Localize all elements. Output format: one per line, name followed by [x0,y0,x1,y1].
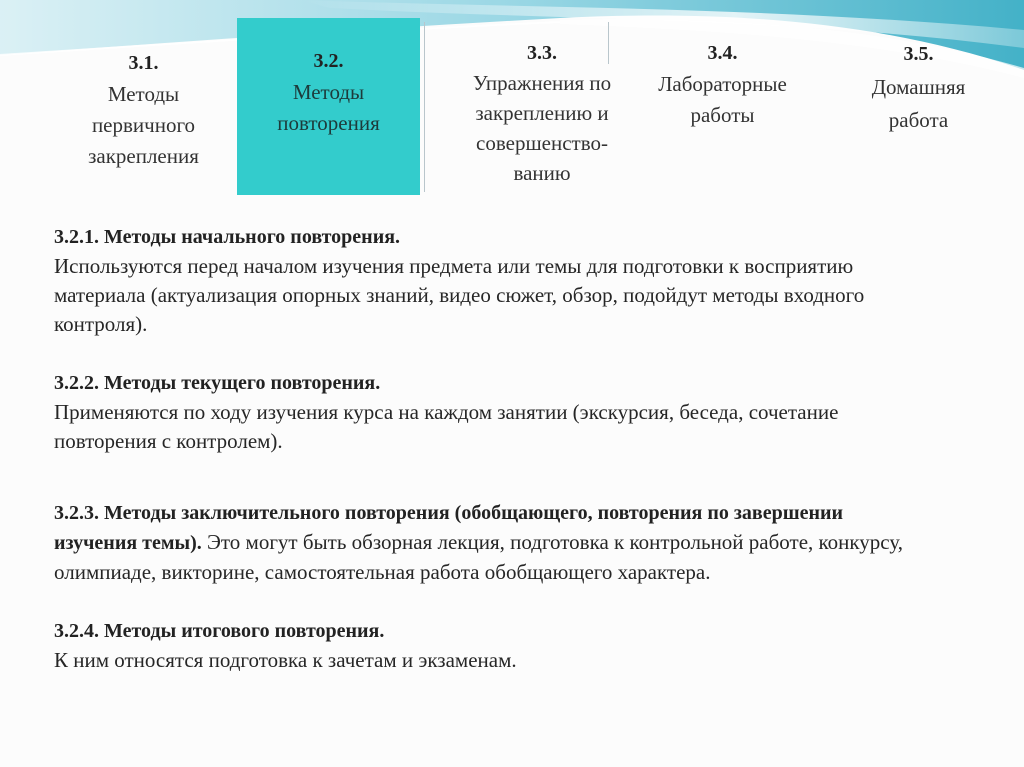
tab-methods-primary-consolidation[interactable] [66,48,221,172]
tab-label: Методы повторения [277,80,380,135]
section-title: 3.2.3. Методы заключительного повторения (обобщающего, повторения по завершении изучения темы). [54,502,844,554]
tab-number: 3.3. [527,42,557,64]
tab-number: 3.1. [128,52,159,74]
tab-number: 3.4. [707,42,738,64]
tab-separator [608,22,609,64]
tab-label: Упражнения по закреплению и совершенство-ванию [472,71,612,185]
content-area [54,222,924,675]
section-title: 3.2.4. Методы итогового повторения. [54,620,385,642]
section-current-repetition [54,368,924,456]
tab-separator [424,22,425,192]
tab-homework[interactable] [856,38,981,137]
section-text: Используются перед началом изучения предмета или темы для подготовки к восприятию материала (актуализация опорных знаний, видео сюжет, обзор, подойдут методы входного контроля). [54,254,865,336]
tab-number: 3.5. [903,43,934,65]
section-title: 3.2.1. Методы начального повторения. [54,226,401,248]
tab-label: Лабораторные работы [658,72,787,127]
tab-methods-repetition[interactable] [237,18,420,195]
section-text: К ним относятся подготовка к зачетам и экзаменам. [54,648,517,672]
tab-number: 3.2. [313,50,344,72]
section-title: 3.2.2. Методы текущего повторения. [54,372,381,394]
section-final-repetition [54,498,924,587]
section-initial-repetition [54,222,924,339]
tab-label: Методы первичного закрепления [88,82,199,168]
tab-label: Домашняя работа [871,75,966,132]
section-text: Применяются по ходу изучения курса на каждом занятии (экскурсия, беседа, сочетание повторения с контролем). [54,400,839,453]
tab-exercises[interactable] [456,38,628,188]
section-summary-repetition [54,616,924,675]
section-text: Это могут быть обзорная лекция, подготовка к контрольной работе, конкурсу, олимпиаде, викторине, самостоятельная работа обобщающего характера. [54,530,903,584]
tab-laboratory-work[interactable] [640,38,805,131]
